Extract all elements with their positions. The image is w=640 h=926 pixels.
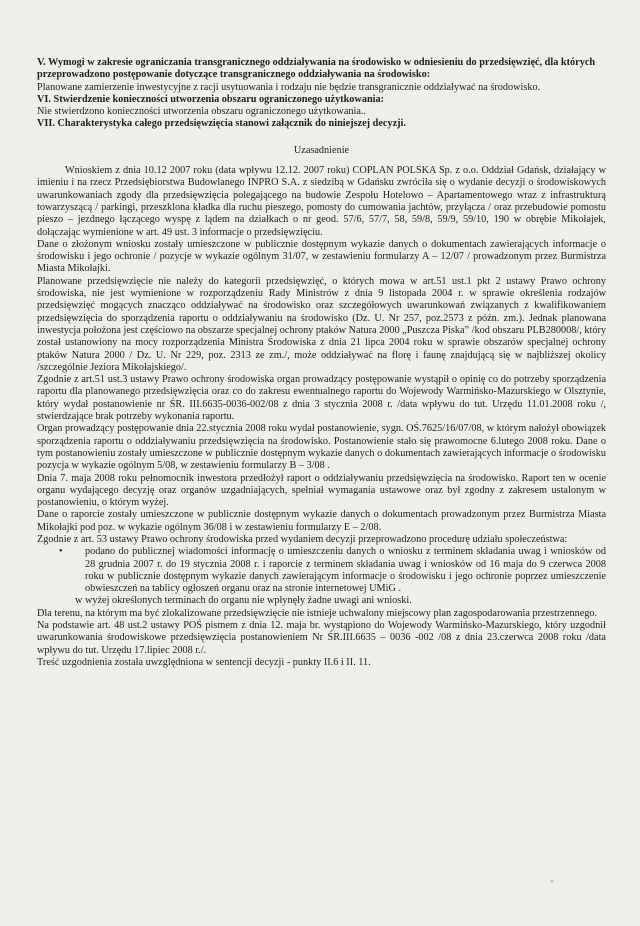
paragraph-agreement-included: Treść uzgodnienia została uwzględniona w sentencji decyzji - punkty II.6 i II. 11. [37, 656, 371, 668]
paragraph-agreement: Na podstawie art. 48 ust.2 ustawy POŚ pismem z dnia 12. maja br. wystąpiono do Wojewody Warmińsko-Mazurskiego, który uzgodnił uwarunkowania środowiskowe przedsięwzięcia postanowieniem Nr ŚR.III.6635 – 0036 -002 /08 z dnia 23.czerwca 2008 roku /data wpływu do tut. Urzędu 17.lipiec 2008 r./. [37, 620, 606, 656]
paragraph-natura-2000: Planowane przedsięwzięcie nie należy do kategorii przedsięwzięć, o których mowa w art.51 ust.1 pkt 2 ustawy Prawo ochrony środowiska, nie jest wymienione w rozporządzeniu Rady Ministrów z dnia 9 listopada 2004 r. w sprawie określenia rodzajów przedsięwzięć mogących znacząco oddziaływać na środowisko oraz szczegółowych uwarunkowań związanych z kwalifikowaniem przedsięwzięcia do sporządzenia raportu o oddziaływaniu na środowisko (Dz. U. Nr 257, poz.2573 z późn. zm.). Jednak planowana inwestycja położona jest częściowo na obszarze specjalnej ochrony ptaków Natura 2000 „Puszcza Piska” /kod obszaru PLB280008/, który został ustanowiony na mocy rozporządzenia Ministra Środowiska z dnia 21 lipca 2004 roku w sprawie obszarów specjalnej ochrony ptaków Natura 2000 / Dz. U. Nr 229, poz. 2313 ze zm./, może oddziaływać na florę i faunę znajdującą się w najbliższej okolicy /szczególnie Jeziora Mikołajskiego/. [37, 275, 606, 373]
uzasadnienie-title: Uzasadnienie [293, 144, 350, 156]
paragraph-report-register: Dane o raporcie zostały umieszczone w publicznie dostępnym wykazie danych o dokumentach prowadzonym przez Burmistrza Miasta Mikołajki pod poz. w wykazie ogólnym 36/08 i w zestawieniu formularzy E – 2/08. [37, 509, 606, 533]
paragraph-request: Wnioskiem z dnia 10.12 2007 roku (data wpływu 12.12. 2007 roku) COPLAN POLSKA Sp. z o.o. Oddział Gdańsk, działający w imieniu i na rzecz Przedsiębiorstwa Budowlanego INPRO S.A. z siedzibą w Gdańsku zwróciła się o wydanie decyzji o środowiskowych uwarunkowaniach zgody dla przedsięwzięcia polegającego na budowie Zespołu Hotelowo – Apartamentowego wraz z infrastrukturą towarzyszącą / parkingi, przeszklona kładka dla ruchu pieszego, pomosty do cumowania jachtów, przyłącza / oraz przebudowie pomostu pieszo – jezdnego łączącego wyspę z lądem na działkach o nr geod. 57/6, 57/7, 58, 59/8, 59/9, 59/10, 190 w obrębie Mikołajek, dołączając wymienione w art. 49 ust. 3 informacje o przedsięwzięciu. [37, 165, 606, 238]
margin-mark: * [550, 878, 554, 887]
section-vi-heading: VI. Stwierdzenie konieczności utworzenia obszaru ograniczonego użytkowania: [37, 93, 385, 105]
paragraph-voivode-opinion: Zgodnie z art.51 ust.3 ustawy Prawo ochrony środowiska organ prowadzący postępowanie wystąpił o opinię co do potrzeby sporządzenia raportu dla planowanego przedsięwzięcia oraz co do zakresu ewentualnego raportu do Wojewody Warmińsko-Mazurskiego w Olsztynie, który wydał postanowienie nr ŚR. III.6635-0036-002/08 z dnia 3 stycznia 2008 r. /data wpływu do tut. Urzędu 11.01.2008 roku /, stwierdzające brak potrzeby wykonania raportu. [37, 374, 606, 423]
paragraph-public-participation: Zgodnie z art. 53 ustawy Prawo ochrony środowiska przed wydaniem decyzji przeprowadzono procedurę udziału społeczeństwa: [37, 533, 568, 545]
section-v-text: Planowane zamierzenie inwestycyjne z racji usytuowania i rodzaju nie będzie transgranicznie oddziaływać na środowisko. [37, 81, 541, 93]
list-item-text: podano do publicznej wiadomości informację o umieszczeniu danych o wniosku z terminem składania uwag i wniosków od 28 grudnia 2007 r. do 19 stycznia 2008 r. i raporcie z terminem składania uwag i wniosków od 16 maja do 9 czerwca 2008 roku w publicznie dostępnym wykazie danych zawierającym informacje o środowisku i jego ochronie poprzez umieszczenie obwieszczeń na tablicy ogłoszeń organu oraz na stronie internetowej UMiG . [85, 546, 606, 595]
bullet-icon: • [59, 546, 63, 558]
participation-list [37, 546, 606, 607]
list-item [59, 546, 606, 595]
list-item-continuation [75, 595, 606, 607]
paragraph-report-order: Organ prowadzący postępowanie dnia 22.stycznia 2008 roku wydał postanowienie, sygn. OŚ.7625/16/07/08, w którym nałożył obowiązek sporządzenia raportu o oddziaływaniu przedsięwzięcia na środowisko. Postanowienie stało się prawomocne 6.lutego 2008 roku. Dane o tym postanowieniu zostały umieszczone w publicznie dostępnym wykazie danych o dokumentach zawierających informacje o środowisku pozycja w wykazie ogólnym 5/08, w zestawieniu formularzy B – 3/08 . [37, 423, 606, 472]
section-vi-text: Nie stwierdzono konieczności utworzenia obszaru ograniczonego użytkowania.. [37, 106, 367, 118]
paragraph-public-register: Dane o złożonym wniosku zostały umieszczone w publicznie dostępnym wykazie danych o dokumentach zawierających informacje o środowisku i jego ochronie / pozycje w wykazie ogólnym 31/07, w zestawieniu formularzy A – 12/07 / prowadzonym przez Burmistrza Miasta Mikołajki. [37, 238, 606, 275]
paragraph-report-submitted: Dnia 7. maja 2008 roku pełnomocnik inwestora przedłożył raport o oddziaływaniu przedsięwzięcia na środowisko. Raport ten w ocenie organu wydającego decyzję oraz organów uzgadniających, spełniał wymagania ustawowe oraz był zgodny z zakresem ustalonym w postanowieniu, o którym wyżej. [37, 472, 606, 509]
section-v-heading: V. Wymogi w zakresie ograniczania transgranicznego oddziaływania na środowisko w odniesieniu do przedsięwzięć, dla których przeprowadzono postępowanie dotyczące transgranicznego oddziaływania na środowisko: [37, 57, 596, 81]
paragraph-zoning-plan: Dla terenu, na którym ma być zlokalizowane przedsięwzięcie nie istnieje uchwalony miejscowy plan zagospodarowania przestrzennego. [37, 607, 598, 619]
list-item-text: w wyżej określonych terminach do organu nie wpłynęły żadne uwagi ani wnioski. [75, 595, 412, 607]
section-vii-heading: VII. Charakterystyka całego przedsięwzięcia stanowi załącznik do niniejszej decyzji. [37, 118, 406, 130]
